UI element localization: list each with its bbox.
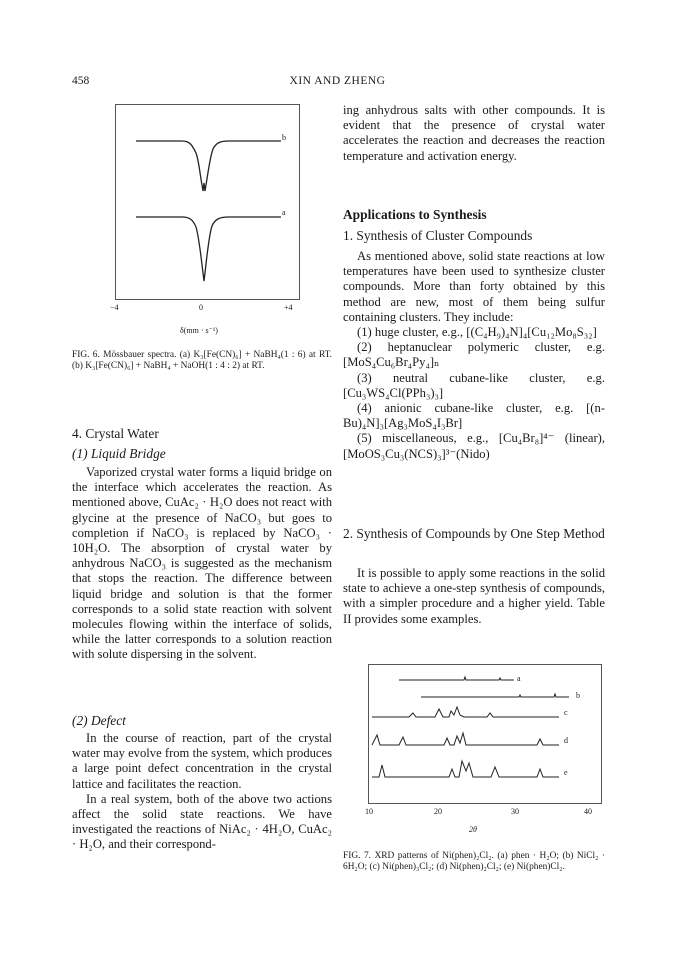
paragraph: In a real system, both of the above two actions affect the solid state reactions. We have investigated the reactions of NiAc₂ · 4H₂O, CuAc₂ · H₂O, and their correspond- xyxy=(72,791,332,852)
x-axis-label: δ(mm · s⁻¹) xyxy=(180,326,218,335)
paragraph: In the course of reaction, part of the crystal water may evolve from the system, which produces a large point defect concentration in the crystal lattice and facilitates the reaction. xyxy=(72,731,332,791)
list-item: (5) miscellaneous, e.g., [Cu₄Br₈]⁴⁻ (linear), [MoOS₃Cu₃(NCS)₃]³⁻(Nido) xyxy=(343,431,605,461)
list-item: (1) huge cluster, e.g., [(C₄H₉)₄N]₄[Cu₁₂Mo₈S₃₂] xyxy=(357,325,597,340)
figure-6-caption xyxy=(72,350,332,373)
caption-label: FIG. 6. xyxy=(72,350,100,360)
subsection-one-step: 2. Synthesis of Compounds by One Step Method xyxy=(343,526,605,541)
trace-e xyxy=(372,761,559,777)
figure-7-caption xyxy=(343,851,605,874)
trace-label-b: b xyxy=(282,133,286,142)
xrd-patterns xyxy=(369,665,601,803)
trace-a xyxy=(136,217,281,281)
figure-6-frame xyxy=(115,104,300,300)
x-axis-label: 2θ xyxy=(469,825,477,834)
x-tick-plus4: +4 xyxy=(284,303,293,312)
trace-b xyxy=(136,141,281,191)
list-item: (3) neutral cubane-like cluster, e.g. [Cu₃WS₄Cl(PPh₃)₃] xyxy=(343,370,605,400)
trace-label-c: c xyxy=(564,708,568,717)
trace-c xyxy=(372,707,559,717)
page-number: 458 xyxy=(72,75,90,87)
paragraph: As mentioned above, solid state reactions at low temperatures have been used to synthesize cluster compounds. More than forty obtained by this method are new, most of them being sulfur containing clusters. They include: xyxy=(343,249,605,324)
x-tick-10: 10 xyxy=(365,807,373,816)
trace-label-e: e xyxy=(564,768,568,777)
trace-label-a: a xyxy=(517,674,521,683)
x-tick-0: 0 xyxy=(199,303,203,312)
paragraph: It is possible to apply some reactions in the solid state to achieve a one-step synthesis of compounds, with a simpler procedure and a higher yield. Table II provides some examples. xyxy=(343,566,605,626)
list-item: (2) heptanuclear polymeric cluster, e.g. [MoS₄Cu₆Br₄Py₄]ₙ xyxy=(343,340,605,370)
x-tick-40: 40 xyxy=(584,807,592,816)
trace-label-a: a xyxy=(282,208,286,217)
trace-label-d: d xyxy=(564,736,568,745)
list-item: (4) anionic cubane-like cluster, e.g. [(n-Bu)₄N]₃[Ag₃MoS₄I₃Br] xyxy=(343,401,605,431)
trace-label-b: b xyxy=(576,691,580,700)
x-tick-minus4: −4 xyxy=(110,303,119,312)
trace-a xyxy=(399,677,514,680)
x-tick-30: 30 xyxy=(511,807,519,816)
mossbauer-spectra xyxy=(116,105,299,299)
subsection-cluster-compounds: 1. Synthesis of Cluster Compounds xyxy=(343,228,533,243)
caption-label: FIG. 7. xyxy=(343,851,371,861)
figure-7-frame xyxy=(368,664,602,804)
right-body-continued xyxy=(343,103,605,164)
running-title: XIN AND ZHENG xyxy=(289,75,386,87)
left-body-2 xyxy=(72,731,332,853)
x-tick-20: 20 xyxy=(434,807,442,816)
trace-b xyxy=(421,694,569,697)
right-body-one-step xyxy=(343,566,605,627)
paragraph: Vaporized crystal water forms a liquid bridge on the interface which accelerates the reaction. As mentioned above, CuAc₂ · H₂O does not react with glycine at the presence of NaCO₃ but goes to completion if NaCO₃ is replaced by NaCO₃ · 10H₂O. The absorption of crystal water by anhydrous NaCO₃ is suggested as the mechanism that stops the reaction. The difference between liquid bridge and solution is that the former corresponds to a solid state reaction with solvent molecules flowing within the interface of solids, while the latter corresponds to a solution reaction with solute dispersing in the solvent. xyxy=(72,465,332,662)
section-title-applications: Applications to Synthesis xyxy=(343,207,487,222)
section-title-crystal-water: 4. Crystal Water xyxy=(72,426,159,441)
right-body-clusters xyxy=(343,249,605,462)
left-body-1 xyxy=(72,465,332,663)
subsection-liquid-bridge: (1) Liquid Bridge xyxy=(72,446,166,461)
caption-text: XRD patterns of Ni(phen)₂Cl₂. (a) phen · H₂O; (b) NiCl₂ · 6H₂O; (c) Ni(phen)₃Cl₂; (d) Ni(phen)₂Cl₂; (e) Ni(phen)Cl₂. xyxy=(343,851,605,873)
caption-text: Mössbauer spectra. (a) K₃[Fe(CN)₆] + NaBH₄(1 : 6) at RT. (b) K₃[Fe(CN)₆] + NaBH₄ + NaOH(1 : 4 : 2) at RT. xyxy=(72,350,333,372)
paragraph: ing anhydrous salts with other compounds. It is evident that the presence of crystal water accelerates the reaction and decreases the reaction temperature and activation energy. xyxy=(343,103,605,163)
trace-d xyxy=(372,733,559,745)
subsection-defect: (2) Defect xyxy=(72,713,126,728)
